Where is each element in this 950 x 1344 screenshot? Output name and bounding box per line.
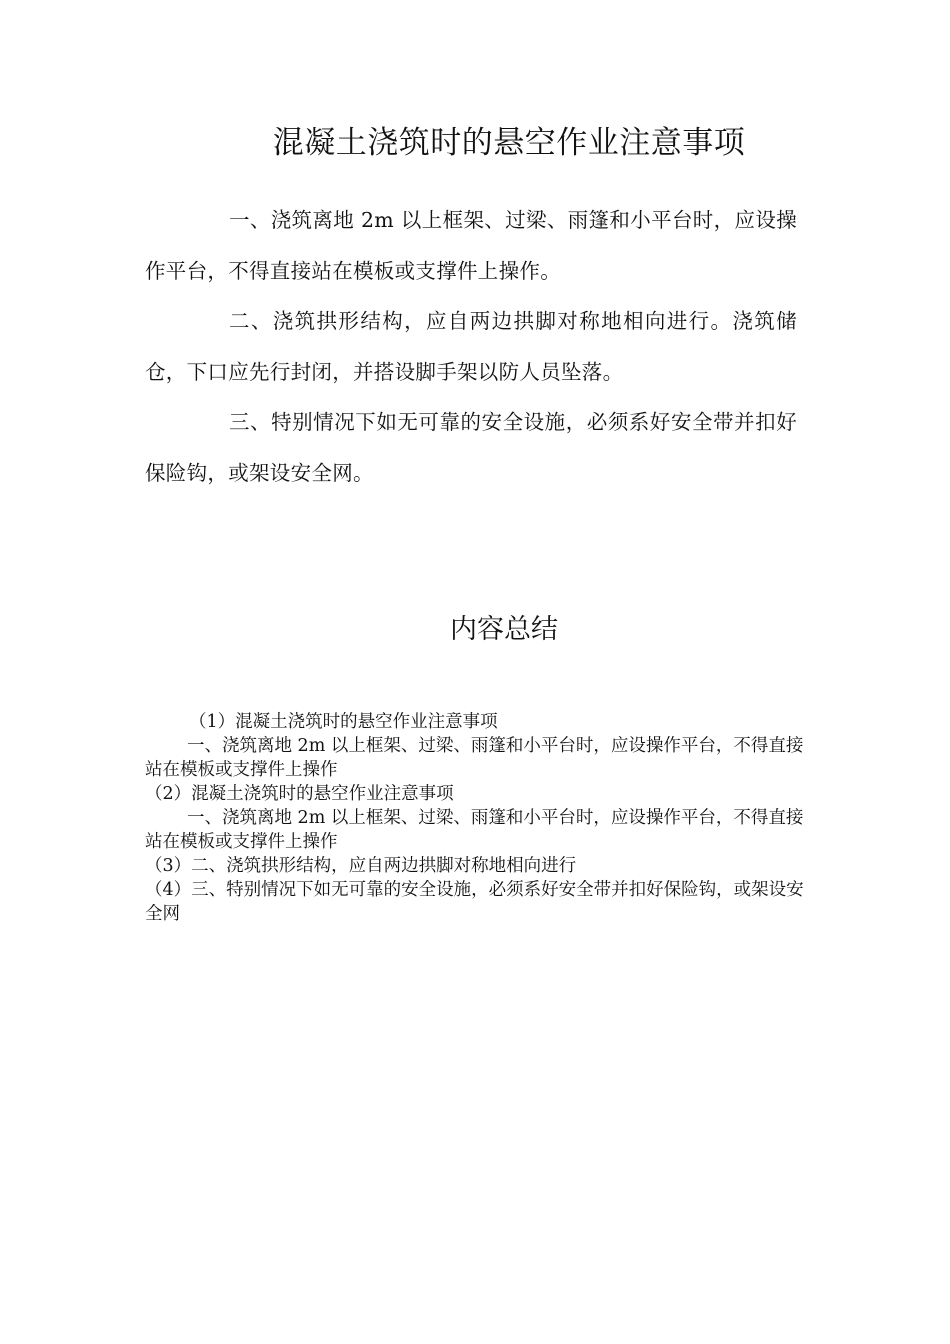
summary-item-4: （4）三、特别情况下如无可靠的安全设施，必须系好安全带并扣好保险钩，或架设安全网 xyxy=(145,880,804,924)
summary-list xyxy=(145,710,805,926)
summary-title: 内容总结 xyxy=(450,614,558,645)
body-paragraph-1: 一、浇筑离地 2m 以上框架、过梁、雨篷和小平台时，应设操作平台，不得直接站在模板或支撑件上操作。 xyxy=(145,208,797,283)
body-paragraph-3: 三、特别情况下如无可靠的安全设施，必须系好安全带并扣好保险钩，或架设安全网。 xyxy=(145,410,797,485)
summary-item-1-body: 一、浇筑离地 2m 以上框架、过梁、雨篷和小平台时，应设操作平台，不得直接站在模板或支撑件上操作 xyxy=(145,736,804,780)
summary-item-1-heading: （1）混凝土浇筑时的悬空作业注意事项 xyxy=(189,712,498,732)
summary-item-3: （3）二、浇筑拱形结构，应自两边拱脚对称地相向进行 xyxy=(145,856,577,876)
document-title: 混凝土浇筑时的悬空作业注意事项 xyxy=(272,125,746,161)
summary-item-2-heading: （2）混凝土浇筑时的悬空作业注意事项 xyxy=(145,784,454,804)
body-paragraph-2: 二、浇筑拱形结构，应自两边拱脚对称地相向进行。浇筑储仓，下口应先行封闭，并搭设脚手架以防人员坠落。 xyxy=(145,309,797,384)
summary-item-2-body: 一、浇筑离地 2m 以上框架、过梁、雨篷和小平台时，应设操作平台，不得直接站在模板或支撑件上操作 xyxy=(145,808,804,852)
